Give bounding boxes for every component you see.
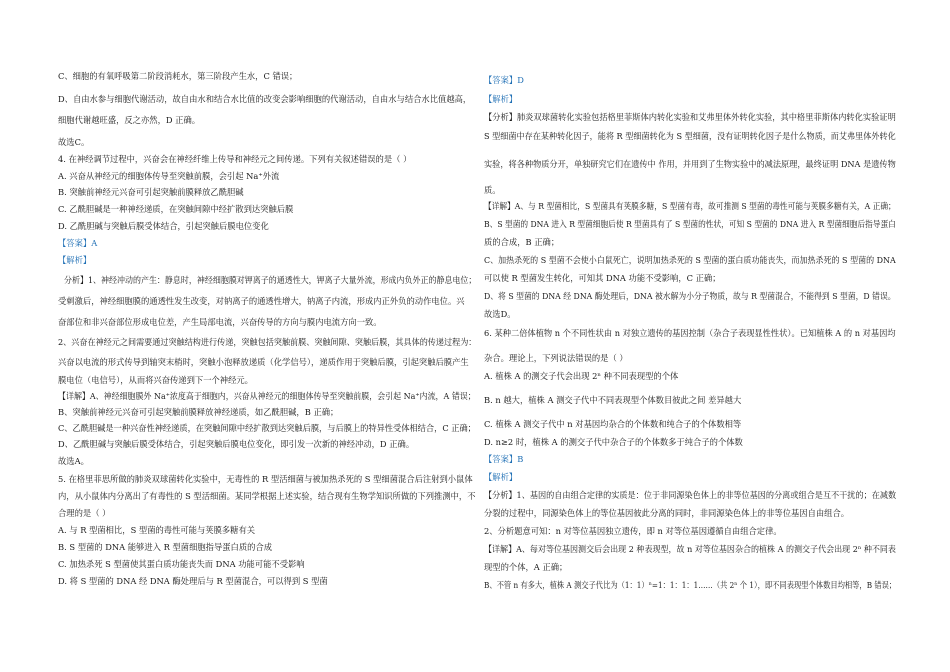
text-line: 可以使 R 型菌发生转化，可知其 DNA 功能不受影响，C 正确； xyxy=(484,273,721,283)
text-line: D、将 S 型菌的 DNA 经 DNA 酶处理后，DNA 被水解为小分子物质，故与 R 型菌混合，不能得到 S 型菌，D 错误。 xyxy=(484,291,896,301)
text-line: 受刺激后，神经细胞膜的通透性发生改变，对钠离子的通透性增大，钠离子内流，形成内正外负的动作电位。兴 xyxy=(58,296,465,306)
text-line: D、乙酰胆碱与突触后膜受体结合，引起突触后膜电位变化，即引发一次新的神经冲动，D 正确。 xyxy=(58,439,415,449)
option-d: D. 将 S 型菌的 DNA 经 DNA 酶处理后与 R 型菌混合，可以得到 S 型菌 xyxy=(58,576,328,586)
analysis-label: 【解析】 xyxy=(484,94,518,104)
text-line: 【详解】A、与 R 型菌相比，S 型菌具有荚膜多糖，S 型菌有毒，故可推测 S 型菌的毒性可能与荚膜多糖有关，A 正确； xyxy=(484,201,896,211)
text-line: 膜电位（电信号），从而将兴奋传递到下一个神经元。 xyxy=(58,375,253,385)
option-c: C. 植株 A 测交子代中 n 对基因均杂合的个体数和纯合子的个体数相等 xyxy=(484,419,742,429)
text-line: B、不管 n 有多大，植株 A 测交子代比为（1：1）ⁿ=1：1：1：1……（共 2ⁿ 个 1），即不同表现型个体数目均相等，B 错误； xyxy=(484,580,897,590)
question-4-stem: 4. 在神经调节过程中，兴奋会在神经纤维上传导和神经元之间传递。下列有关叙述错误的是（ ） xyxy=(58,154,412,164)
text-line: 质的合成，B 正确； xyxy=(484,237,560,247)
option-b: B. 突触前神经元兴奋可引起突触前膜释放乙酰胆碱 xyxy=(58,187,244,197)
text-line: 【详解】A、每对等位基因测交后会出现 2 种表现型，故 n 对等位基因杂合的植株 A 的测交子代会出现 2ⁿ 种不同表 xyxy=(484,544,896,554)
text-line: B、S 型菌的 DNA 进入 R 型菌细胞后使 R 型菌具有了 S 型菌的性状，可知 S 型菌的 DNA 进入 R 型菌细胞后指导蛋白 xyxy=(484,219,896,229)
option-b: B. n 越大，植株 A 测交子代中不同表现型个体数目彼此之间 差异越大 xyxy=(484,395,742,405)
text-line: C、细胞的有氧呼吸第二阶段消耗水，第三阶段产生水，C 错误； xyxy=(58,71,298,81)
text-line: 2、兴奋在神经元之间需要通过突触结构进行传递，突触包括突触前膜、突触间隙、突触后膜，其具体的传递过程为： xyxy=(58,337,477,347)
text-line: 质。 xyxy=(484,185,501,195)
text-line: 现型的个体，A 正确； xyxy=(484,562,568,572)
option-c: C. 乙酰胆碱是一种神经递质，在突触间隙中经扩散到达突触后膜 xyxy=(58,204,294,214)
question-5-stem: 内，从小鼠体内分离出了有毒性的 S 型活细菌。某同学根据上述实验，结合现有生物学知识所做的下列推测中，不 xyxy=(58,491,476,501)
question-6-stem: 6. 某种二倍体植物 n 个不同性状由 n 对独立遗传的基因控制（杂合子表现显性性状）。已知植株 A 的 n 对基因均 xyxy=(484,328,896,338)
text-line: 故选C。 xyxy=(58,137,90,147)
option-a: A. 与 R 型菌相比，S 型菌的毒性可能与荚膜多糖有关 xyxy=(58,525,256,535)
question-5-stem: 合理的是（ ） xyxy=(58,508,111,518)
text-line: 实验，将各种物质分开，单独研究它们在遗传中 作用，并用到了生物实验中的减法原理，最终证明 DNA 是遗传物 xyxy=(484,159,896,169)
text-line: 2、分析题意可知：n 对等位基因独立遗传，即 n 对等位基因遵循自由组合定律。 xyxy=(484,526,782,536)
answer-label: 【答案】D xyxy=(484,75,524,85)
text-line: 细胞代谢越旺盛，反之亦然，D 正确。 xyxy=(58,115,201,125)
answer-label: 【答案】A xyxy=(58,238,98,248)
text-line: 分析】1、神经冲动的产生：静息时，神经细胞膜对钾离子的通透性大，钾离子大量外流，形成内负外正的静息电位； xyxy=(64,275,477,285)
option-a: A. 植株 A 的测交子代会出现 2ⁿ 种不同表现型的个体 xyxy=(484,371,679,381)
option-c: C. 加热杀死 S 型菌使其蛋白质功能丧失而 DNA 功能可能不受影响 xyxy=(58,559,305,569)
option-a: A. 兴奋从神经元的细胞体传导至突触前膜，会引起 Na⁺外流 xyxy=(58,171,280,181)
analysis-label: 【解析】 xyxy=(484,472,518,482)
text-line: B、突触前神经元兴奋可引起突触前膜释放神经递质，如乙酰胆碱，B 正确； xyxy=(58,407,339,417)
option-b: B. S 型菌的 DNA 能够进入 R 型菌细胞指导蛋白质的合成 xyxy=(58,542,273,552)
text-line: 【详解】A、神经细胞膜外 Na⁺浓度高于细胞内，兴奋从神经元的细胞体传导至突触前膜，会引起 Na⁺内流，A 错误； xyxy=(58,391,476,401)
text-line: 奋部位和非兴奋部位形成电位差，产生局部电流，兴奋传导的方向与膜内电流方向一致。 xyxy=(58,317,382,327)
option-d: D. 乙酰胆碱与突触后膜受体结合，引起突触后膜电位变化 xyxy=(58,221,269,231)
text-line: C、加热杀死的 S 型菌不会使小白鼠死亡，说明加热杀死的 S 型菌的蛋白质功能丧失，而加热杀死的 S 型菌的 DNA xyxy=(484,255,896,265)
text-line: 兴奋以电流的形式传导到轴突末梢时，突触小泡释放递质（化学信号），递质作用于突触后膜，引起突触后膜产生 xyxy=(58,357,469,367)
text-line: 分裂的过程中，同源染色体上的等位基因彼此分离的同时，非同源染色体上的非等位基因自由组合。 xyxy=(484,508,850,518)
answer-label: 【答案】B xyxy=(484,454,524,464)
text-line: 故选A。 xyxy=(58,456,89,466)
question-5-stem: 5. 在格里菲思所做的肺炎双球菌转化实验中，无毒性的 R 型活细菌与被加热杀死的 S 型细菌混合后注射到小鼠体 xyxy=(58,474,473,484)
text-line: C、乙酰胆碱是一种兴奋性神经递质，在突触间隙中经扩散到达突触后膜，与后膜上的特异性受体相结合，C 正确； xyxy=(58,423,476,433)
option-d: D. n≥2 时，植株 A 的测交子代中杂合子的个体数多于纯合子的个体数 xyxy=(484,437,743,447)
question-6-stem: 杂合。理论上，下列说法错误的是（ ） xyxy=(484,353,628,363)
text-line: D、自由水参与细胞代谢活动，故自由水和结合水比值的改变会影响细胞的代谢活动，自由水与结合水比值越高， xyxy=(58,94,472,104)
text-line: 故选D。 xyxy=(484,309,516,319)
text-line: 【分析】肺炎双球菌转化实验包括格里菲斯体内转化实验和艾弗里体外转化实验，其中格里菲斯体内转化实验证明 xyxy=(484,112,896,122)
analysis-label: 【解析】 xyxy=(58,255,92,265)
text-line: 【分析】1、基因的自由组合定律的实质是：位于非同源染色体上的非等位基因的分离或组合是互不干扰的；在减数 xyxy=(484,490,897,500)
text-line: S 型细菌中存在某种转化因子，能将 R 型细菌转化为 S 型细菌，没有证明转化因子是什么物质，而艾弗里体外转化 xyxy=(484,131,896,141)
